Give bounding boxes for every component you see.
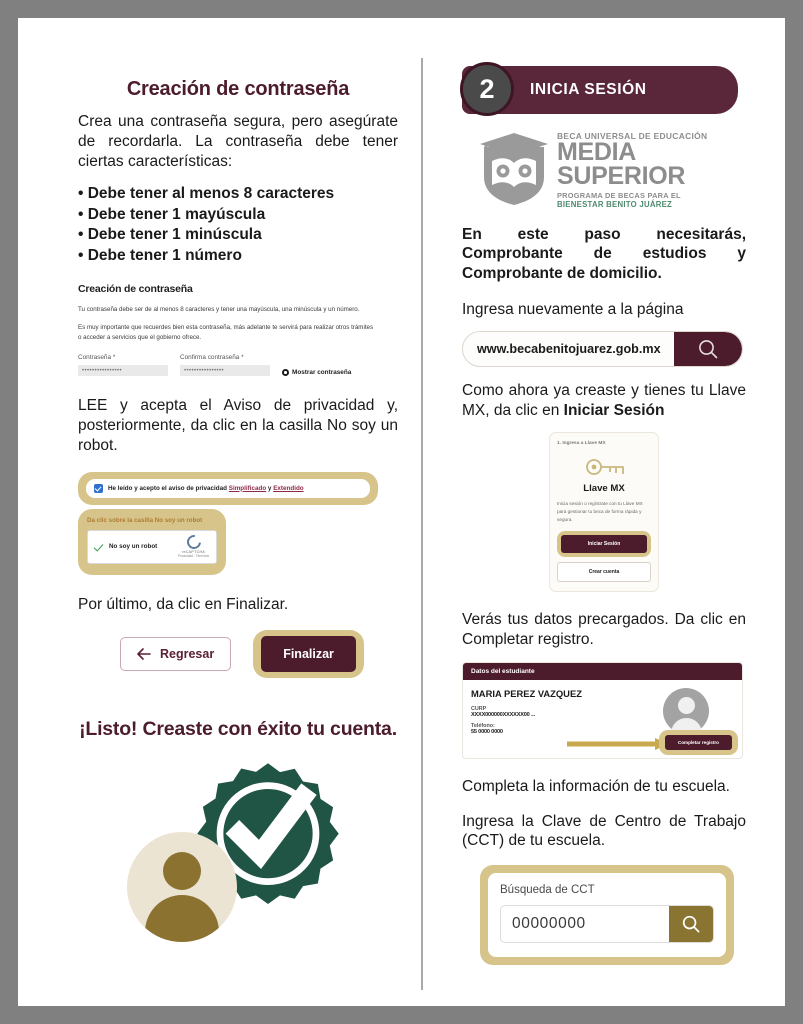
complete-registration-highlight <box>659 730 738 755</box>
student-card-header: Datos del estudiante <box>463 663 742 680</box>
privacy-highlight <box>78 472 378 505</box>
back-button[interactable] <box>120 637 231 671</box>
captcha-highlight <box>78 509 226 575</box>
step-number-badge: 2 <box>460 62 514 116</box>
step-banner <box>462 66 738 114</box>
form-paragraph-2: Es muy importante que recuerdes bien esta contraseña, más adelante te servirá para realizar otros trámites o acceder a servicios que el gobierno ofrece. <box>78 323 374 341</box>
list-item: • Debe tener 1 minúscula <box>78 225 398 245</box>
document-page <box>18 18 785 1006</box>
llave-create-account-button[interactable]: Crear cuenta <box>557 562 651 582</box>
documents-paragraph: En este paso necesitarás, Comprobante de estudios y Comprobante de domicilio. <box>462 225 746 283</box>
cct-search-button[interactable] <box>669 906 713 942</box>
list-item: • Debe tener al menos 8 caracteres <box>78 184 398 204</box>
form-buttons-row <box>78 630 398 678</box>
student-avatar <box>663 688 709 734</box>
logo-text-block <box>557 128 707 209</box>
password-field-group <box>78 354 168 376</box>
confirm-password-label: Confirma contraseña * <box>180 354 244 362</box>
logo-line-4: PROGRAMA DE BECAS PARA EL <box>557 190 681 200</box>
phone-label: Teléfono: <box>471 722 495 729</box>
student-card-body <box>463 680 742 758</box>
success-message: ¡Listo! Creaste con éxito tu cuenta. <box>79 718 397 741</box>
check-icon[interactable] <box>95 542 104 551</box>
arrow-left-icon <box>137 648 151 660</box>
phone-value: 55 0000 0000 <box>471 728 503 735</box>
success-illustration <box>113 760 363 945</box>
student-data-screenshot <box>462 662 743 759</box>
finalize-instruction: Por último, da clic en Finalizar. <box>78 595 289 613</box>
recaptcha-widget[interactable] <box>87 530 217 564</box>
url-search-bar[interactable] <box>462 331 743 367</box>
list-item: • Debe tener 1 mayúscula <box>78 205 398 225</box>
avatar-head <box>678 697 695 714</box>
llave-step-label: 1. Ingresa a Llave MX <box>557 441 606 447</box>
list-item: • Debe tener 1 número <box>78 246 398 266</box>
back-button-label: Regresar <box>160 647 215 662</box>
link-extendido[interactable]: Extendido <box>273 484 304 492</box>
url-search-button[interactable] <box>674 332 742 366</box>
form-heading: Creación de contraseña <box>78 283 193 296</box>
page-title: Creación de contraseña <box>126 78 350 100</box>
search-icon <box>697 338 719 360</box>
confirm-password-input[interactable]: •••••••••••••••• <box>180 365 270 376</box>
left-column <box>78 78 398 945</box>
cct-search-card <box>488 873 726 957</box>
confirm-password-field-group <box>180 354 270 376</box>
llave-login-button[interactable]: Iniciar Sesión <box>561 535 647 553</box>
llave-login-highlight <box>557 531 651 557</box>
cct-search-field[interactable] <box>500 905 714 943</box>
recaptcha-brand-name: reCAPTCHA <box>181 550 206 555</box>
recaptcha-left <box>95 542 157 551</box>
cct-search-highlight <box>480 865 734 965</box>
llave-card <box>549 432 659 592</box>
recaptcha-brand <box>178 535 209 558</box>
password-form-screenshot <box>78 283 398 376</box>
eye-icon <box>282 369 289 376</box>
enter-page-paragraph: Ingresa nuevamente a la página <box>462 300 684 318</box>
program-logo <box>478 128 746 209</box>
privacy-text-between: y <box>266 484 274 492</box>
privacy-text-before: He leído y acepto el aviso de privacidad <box>108 484 229 492</box>
llave-intro-bold: Iniciar Sesión <box>563 401 665 419</box>
cct-label: Búsqueda de CCT <box>500 884 595 897</box>
show-password-toggle[interactable] <box>282 369 351 376</box>
privacy-captcha-screenshot <box>78 472 398 575</box>
captcha-hint: Da clic sobre la casilla No soy un robot <box>87 516 203 524</box>
logo-line-2: MEDIA <box>557 138 637 166</box>
recaptcha-brand-sub: Privacidad - Términos <box>178 554 209 559</box>
llave-title: Llave MX <box>583 483 625 495</box>
curp-label: CURP <box>471 705 487 712</box>
privacy-label <box>108 485 304 492</box>
llave-description: Inicia sesión o regístrate con tu Llave MX para gestionar tu beca de forma rápida y segura. <box>557 501 643 522</box>
intro-paragraph: Crea una contraseña segura, pero asegúrate de recordarla. La contraseña debe tener ciertas características: <box>78 113 398 170</box>
form-paragraph-1: Tu contraseña debe ser de al menos 8 caracteres y tener una mayúscula, una minúscula y un número. <box>78 306 360 314</box>
llave-card-screenshot <box>462 432 746 592</box>
complete-school-paragraph: Completa la información de tu escuela. <box>462 777 730 795</box>
privacy-instruction: LEE y acepta el Aviso de privacidad y, posteriormente, da clic en la casilla No soy un robot. <box>78 397 398 454</box>
show-password-label: Mostrar contraseña <box>292 369 352 377</box>
cct-input[interactable]: 00000000 <box>512 915 586 933</box>
password-label: Contraseña * <box>78 354 116 362</box>
url-input[interactable]: www.becabenitojuarez.gob.mx <box>477 341 661 356</box>
logo-line-1: BECA UNIVERSAL DE EDUCACIÓN <box>557 131 708 141</box>
avatar <box>127 832 237 942</box>
cct-paragraph: Ingresa la Clave de Centro de Trabajo (CCT) de tu escuela. <box>462 812 746 850</box>
precargados-paragraph: Verás tus datos precargados. Da clic en Completar registro. <box>462 611 746 648</box>
logo-line-5: BIENESTAR BENITO JUÁREZ <box>557 199 673 209</box>
recaptcha-label: No soy un robot <box>109 543 158 551</box>
right-column <box>462 66 746 965</box>
avatar-body <box>145 895 219 942</box>
logo-line-3: SUPERIOR <box>557 162 686 190</box>
graduation-shield-icon <box>478 131 550 205</box>
link-simplificado[interactable]: Simplificado <box>228 484 267 492</box>
privacy-checkbox-row[interactable] <box>86 479 370 498</box>
search-icon <box>681 914 701 934</box>
arrow-right-icon <box>567 738 671 750</box>
form-fields-row <box>78 354 398 376</box>
student-name: MARIA PEREZ VAZQUEZ <box>471 687 582 699</box>
llave-intro-plain: Como ahora ya creaste y tienes tu Llave MX, da clic en <box>462 381 746 419</box>
complete-registration-button[interactable]: Completar registro <box>665 735 732 750</box>
password-input[interactable]: •••••••••••••••• <box>78 365 168 376</box>
curp-value: XXXX000000XXXXXX00 ... <box>471 711 536 718</box>
step-banner-title: INICIA SESIÓN <box>530 81 647 98</box>
avatar-head <box>163 852 201 890</box>
recaptcha-icon <box>184 532 204 552</box>
checkbox-icon[interactable] <box>94 484 103 493</box>
finish-button-highlight <box>253 630 364 678</box>
llave-intro-paragraph <box>462 381 746 421</box>
finish-button[interactable]: Finalizar <box>261 636 356 672</box>
password-requirements-list <box>78 184 398 266</box>
key-icon <box>581 455 627 481</box>
column-divider <box>421 58 423 990</box>
